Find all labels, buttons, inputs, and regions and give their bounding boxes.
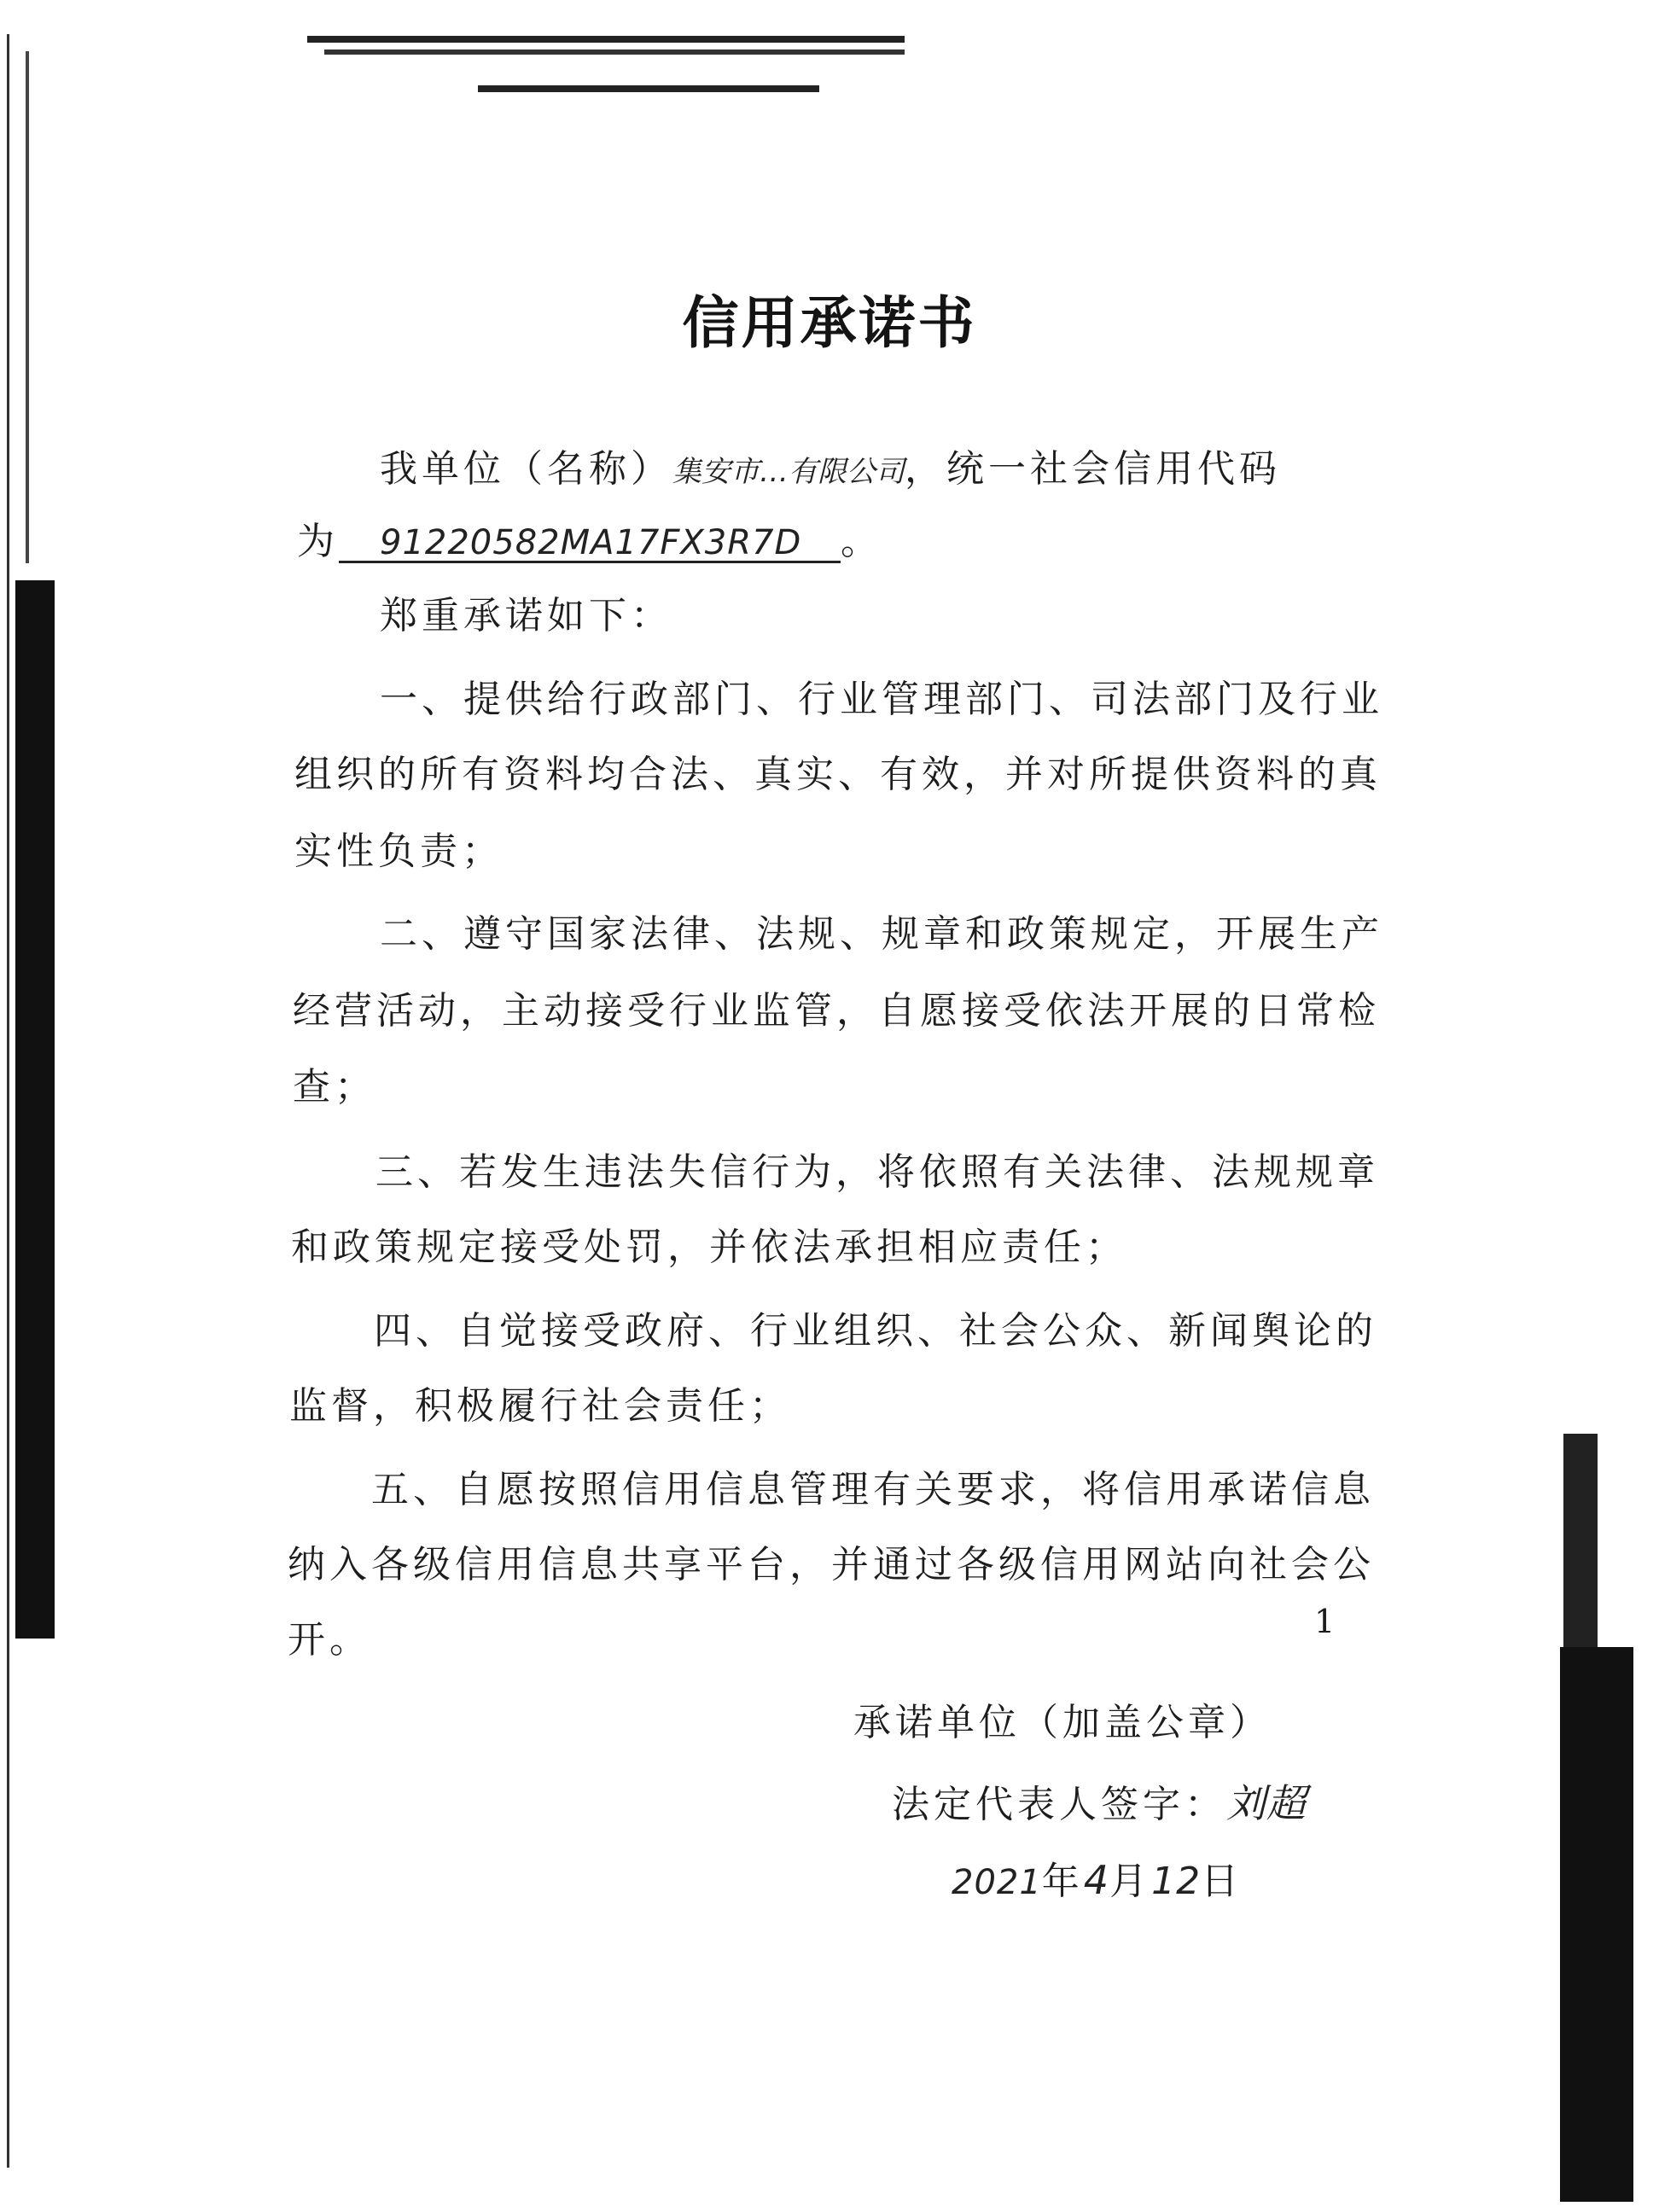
item-1-line-2: 组织的所有资料均合法、真实、有效，并对所提供资料的真	[294, 753, 1382, 796]
code-prefix: 为	[297, 520, 339, 563]
date-year: 2021	[952, 1863, 1042, 1902]
page-number: 1	[1314, 1603, 1336, 1640]
item-4-line-1: 四、自觉接受政府、行业组织、社会公众、新闻舆论的	[374, 1309, 1377, 1353]
legal-rep-label: 法定代表人签字：	[892, 1783, 1226, 1826]
scan-edge-right	[1563, 1434, 1598, 1647]
item-5-line-1: 五、自愿按照信用信息管理有关要求，将信用承诺信息	[371, 1468, 1375, 1511]
item-2-line-1: 二、遵守国家法律、法规、规章和政策规定，开展生产	[380, 912, 1383, 956]
company-name-handwritten: 集安市…有限公司	[672, 455, 905, 489]
intro-suffix: ，统一社会信用代码	[905, 447, 1281, 491]
item-5-line-3: 开。	[288, 1618, 371, 1662]
item-3-line-2: 和政策规定接受处罚，并依法承担相应责任；	[291, 1225, 1127, 1269]
date-month-unit: 月	[1109, 1860, 1152, 1903]
intro-line-2	[297, 520, 882, 563]
scan-edge-right-2	[1560, 1647, 1633, 2202]
date-day-unit: 日	[1201, 1860, 1243, 1903]
credit-code-field	[339, 523, 841, 563]
commitment-heading: 郑重承诺如下：	[380, 594, 672, 637]
item-2-line-3: 查；	[293, 1065, 376, 1109]
date-month: 4	[1083, 1857, 1110, 1903]
scan-edge-left	[15, 580, 55, 1639]
intro-prefix: 我单位（名称）	[380, 447, 672, 491]
scan-edge-top-2	[324, 49, 905, 55]
page-title: 信用承诺书	[682, 290, 977, 356]
commitment-unit-label: 承诺单位（加盖公章）	[853, 1701, 1272, 1744]
scan-edge-top	[307, 36, 905, 43]
signature-date	[952, 1857, 1243, 1903]
code-suffix: 。	[841, 520, 882, 563]
legal-rep-line	[892, 1780, 1307, 1826]
item-4-line-2: 监督，积极履行社会责任；	[289, 1384, 791, 1428]
item-2-line-2: 经营活动，主动接受行业监管，自愿接受依法开展的日常检	[293, 989, 1380, 1033]
intro-line-1	[380, 447, 1281, 491]
item-1-line-3: 实性负责；	[294, 830, 504, 873]
item-5-line-2: 纳入各级信用信息共享平台，并通过各级信用网站向社会公	[288, 1543, 1375, 1586]
date-day: 12	[1151, 1860, 1202, 1903]
scan-edge-top-3	[478, 85, 819, 92]
item-3-line-1: 三、若发生违法失信行为，将依照有关法律、法规规章	[375, 1150, 1379, 1194]
legal-rep-signature: 刘超	[1226, 1780, 1307, 1826]
date-year-unit: 年	[1041, 1860, 1084, 1903]
credit-code-handwritten: 91220582MA17FX3R7D	[380, 523, 802, 562]
item-1-line-1: 一、提供给行政部门、行业管理部门、司法部门及行业	[380, 678, 1383, 721]
